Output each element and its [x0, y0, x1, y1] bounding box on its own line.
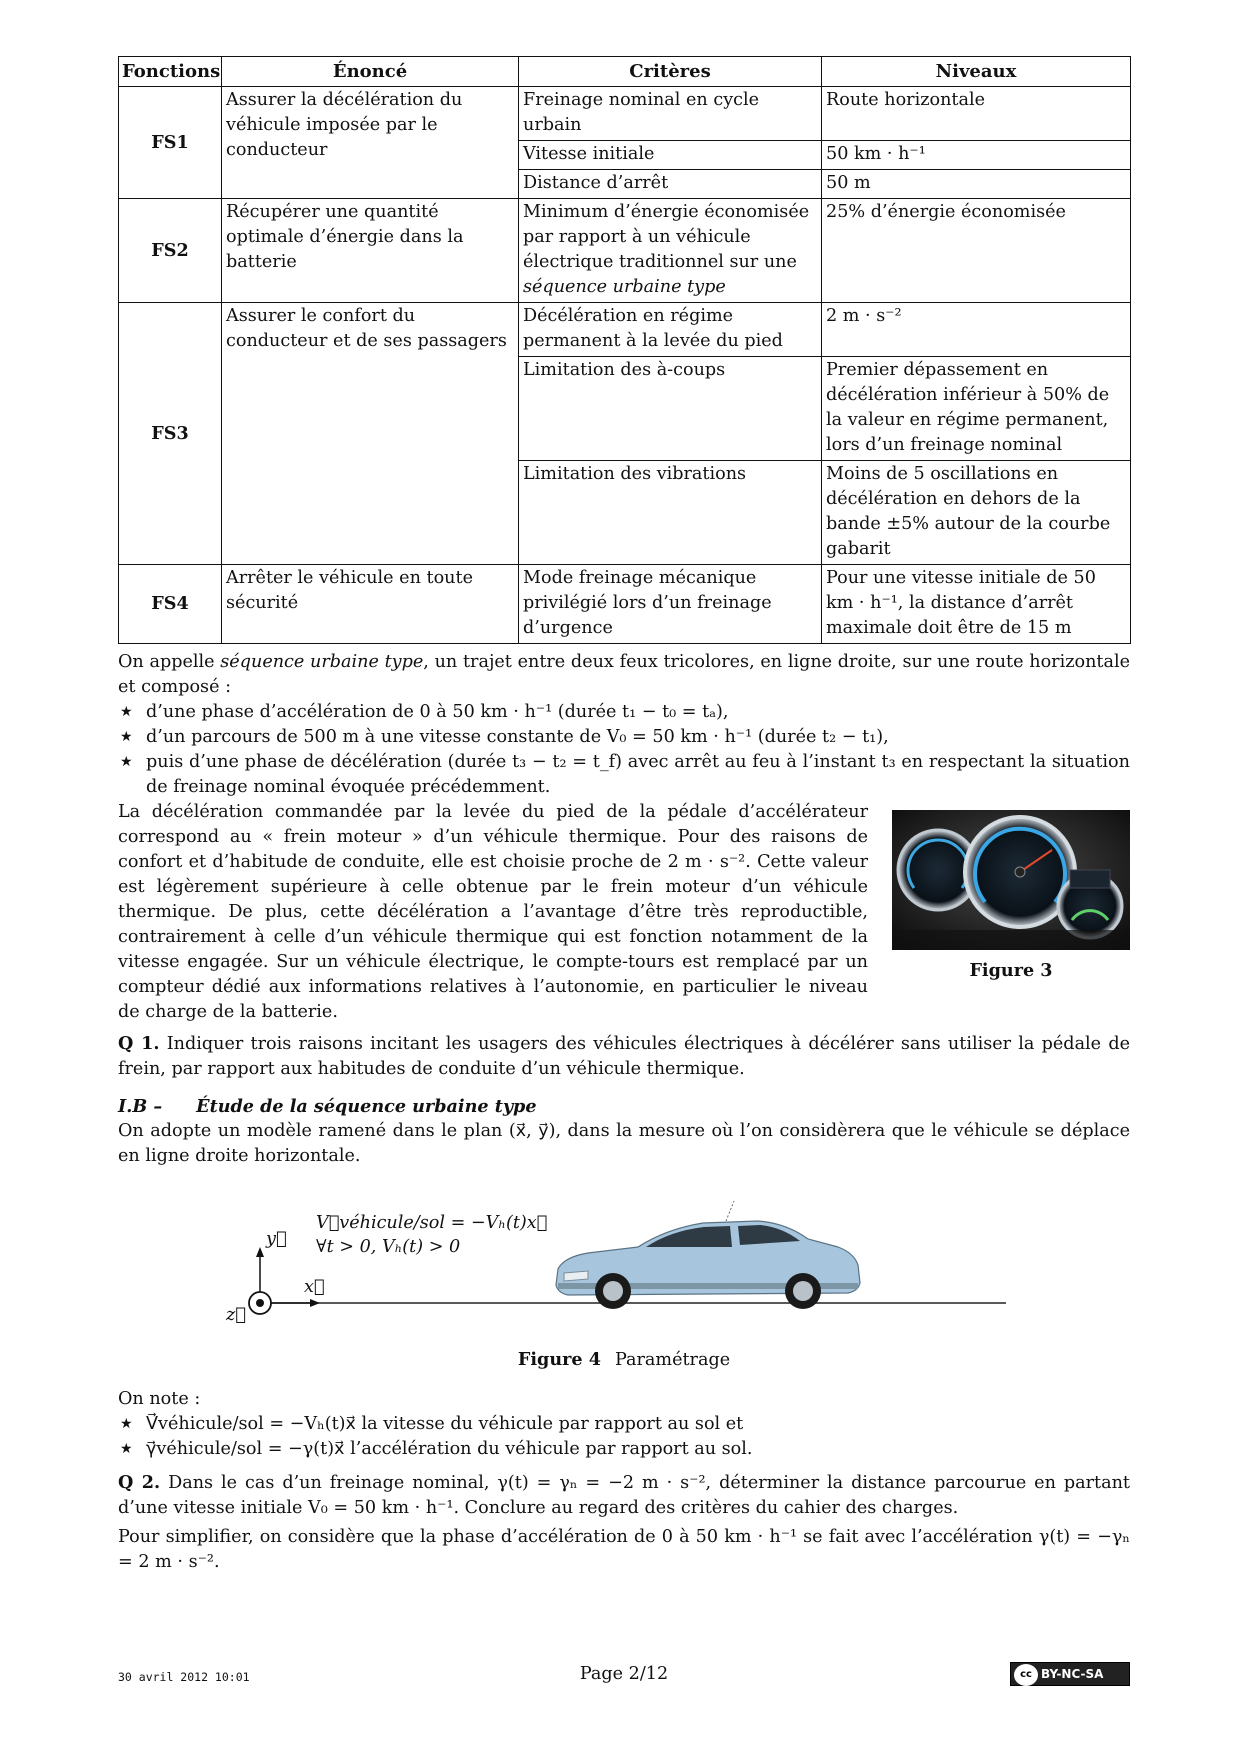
critere-cell: Vitesse initiale	[519, 141, 822, 170]
intro-text-c: , un trajet entre deux feux tricolores, en ligne droite, sur une route horizontale et composé :	[118, 652, 1131, 697]
niveau-cell: 50 m	[822, 170, 1131, 199]
question-1	[118, 1031, 1130, 1082]
enonce-fs3: Assurer le confort du conducteur et de ses passagers	[222, 303, 519, 565]
question-text: Dans le cas d’un freinage nominal, γ(t) = γₙ = −2 m · s⁻², déterminer la distance parcourue en partant d’une vitesse initiale V₀ = 50 km · h⁻¹. Conclure au regard des critères du cahier des charges.	[118, 1473, 1130, 1518]
header-fonctions: Fonctions	[119, 57, 222, 87]
intro-text-a: On appelle	[118, 652, 215, 672]
section-number: I.B –	[118, 1096, 163, 1117]
table-row	[119, 565, 1131, 644]
header-niveaux: Niveaux	[822, 57, 1131, 87]
function-label-fs4: FS4	[119, 565, 222, 644]
niveau-cell: 25% d’énergie économisée	[822, 199, 1131, 303]
notation-list	[118, 1412, 1130, 1462]
critere-cell: Limitation des vibrations	[519, 461, 822, 565]
function-label-fs3: FS3	[119, 303, 222, 565]
footer-date: 30 avril 2012 10:01	[118, 1670, 250, 1684]
question-label: Q 2.	[118, 1472, 161, 1493]
header-enonce: Énoncé	[222, 57, 519, 87]
figure-4-title: Paramétrage	[614, 1350, 731, 1370]
header-criteres: Critères	[519, 57, 822, 87]
niveau-cell: Premier dépassement en décélération inférieur à 50% de la valeur en régime permanent, lors d’un freinage nominal	[822, 357, 1131, 461]
table-header-row	[119, 57, 1131, 87]
enonce-fs4: Arrêter le véhicule en toute sécurité	[222, 565, 519, 644]
function-label-fs1: FS1	[119, 87, 222, 199]
niveau-cell: Route horizontale	[822, 87, 1131, 141]
critere-cell: Limitation des à-coups	[519, 357, 822, 461]
section-heading	[118, 1094, 1130, 1119]
star-bullet-icon: ★	[120, 1416, 133, 1432]
critere-text: Minimum d’énergie économisée par rapport à un véhicule électrique traditionnel sur une	[523, 202, 810, 272]
question-text: Indiquer trois raisons incitant les usagers des véhicules électriques à décélérer sans utiliser la pédale de frein, par rapport aux habitudes de conduite d’un véhicule thermique.	[118, 1034, 1130, 1079]
figure-3	[892, 810, 1130, 983]
section-title: Étude de la séquence urbaine type	[196, 1096, 537, 1117]
critere-cell	[519, 199, 822, 303]
list-item	[118, 700, 1130, 725]
list-item-text: puis d’une phase de décélération (durée t₃ − t₂ = t_f) avec arrêt au feu à l’instant t₃ en respectant la situation de freinage nominal évoquée précédemment.	[146, 752, 1130, 797]
list-item	[118, 725, 1130, 750]
y-axis-label: y⃗	[266, 1229, 287, 1249]
list-item	[118, 750, 1130, 800]
velocity-equation: V⃗véhicule/sol = −Vₕ(t)x⃗	[316, 1213, 548, 1233]
star-bullet-icon: ★	[120, 754, 133, 770]
intro-emphasis: séquence urbaine type	[220, 652, 424, 672]
simplify-paragraph: Pour simplifier, on considère que la phase d’accélération de 0 à 50 km · h⁻¹ se fait avec l’accélération γ(t) = −γₙ = 2 m · s⁻².	[118, 1527, 1130, 1572]
dashboard-gauges-image	[892, 810, 1130, 950]
list-item-text: d’une phase d’accélération de 0 à 50 km · h⁻¹ (durée t₁ − t₀ = tₐ),	[146, 702, 729, 722]
enonce-fs1: Assurer la décélération du véhicule imposée par le conducteur	[222, 87, 519, 199]
z-axis-dot-icon	[256, 1299, 264, 1307]
enonce-fs2: Récupérer une quantité optimale d’énergie dans la batterie	[222, 199, 519, 303]
figure-4	[118, 1187, 1130, 1337]
niveau-cell: 50 km · h⁻¹	[822, 141, 1131, 170]
critere-cell: Mode freinage mécanique privilégié lors d’un freinage d’urgence	[519, 565, 822, 644]
page-footer	[118, 1662, 1130, 1690]
z-axis-label: z⃗	[226, 1305, 246, 1325]
list-item-text: γ⃗véhicule/sol = −γ(t)x⃗ l’accélération du véhicule par rapport au sol.	[146, 1439, 753, 1459]
specification-table	[118, 56, 1131, 644]
list-item	[118, 1412, 1130, 1437]
star-bullet-icon: ★	[120, 1441, 133, 1457]
critere-cell: Freinage nominal en cycle urbain	[519, 87, 822, 141]
figure-3-caption: Figure 3	[969, 960, 1053, 981]
table-row	[119, 303, 1131, 357]
table-row	[119, 87, 1131, 141]
y-axis-arrow-icon	[256, 1247, 264, 1257]
car-illustration	[556, 1201, 860, 1309]
model-paragraph: On adopte un modèle ramené dans le plan (x⃗, y⃗), dans la mesure où l’on considèrera que le véhicule se déplace en ligne droite horizontale.	[118, 1121, 1130, 1166]
critere-cell: Distance d’arrêt	[519, 170, 822, 199]
star-bullet-icon: ★	[120, 729, 133, 745]
license-text: BY-NC-SA	[1041, 1667, 1104, 1681]
table-row	[119, 199, 1131, 303]
velocity-condition: ∀t > 0, Vₕ(t) > 0	[316, 1237, 461, 1257]
on-note-line: On note :	[118, 1389, 201, 1409]
niveau-cell: Pour une vitesse initiale de 50 km · h⁻¹, la distance d’arrêt maximale doit être de 15 m	[822, 565, 1131, 644]
parametrage-diagram	[118, 1187, 1130, 1337]
critere-cell: Décélération en régime permanent à la levée du pied	[519, 303, 822, 357]
niveau-cell: Moins de 5 oscillations en décélération en dehors de la bande ±5% autour de la courbe gabarit	[822, 461, 1131, 565]
star-bullet-icon: ★	[120, 704, 133, 720]
critere-emphasis: séquence urbaine type	[523, 277, 726, 297]
question-2	[118, 1470, 1130, 1521]
sequence-list	[118, 700, 1130, 800]
x-axis-label: x⃗	[304, 1277, 325, 1297]
figure-4-label: Figure 4	[517, 1349, 601, 1370]
list-item	[118, 1437, 1130, 1462]
page-number: Page 2/12	[579, 1664, 669, 1684]
x-axis-arrow-icon	[310, 1299, 320, 1307]
license-badge[interactable]	[1010, 1662, 1130, 1686]
figure-4-caption	[118, 1347, 1130, 1373]
list-item-text: V⃗véhicule/sol = −Vₕ(t)x⃗ la vitesse du véhicule par rapport au sol et	[146, 1414, 744, 1434]
creative-commons-icon: cc	[1014, 1664, 1038, 1686]
intro-paragraph	[118, 650, 1130, 700]
deceleration-paragraph: La décélération commandée par la levée du pied de la pédale d’accélérateur correspond au « frein moteur » d’un véhicule thermique. Pour des raisons de confort et d’habitude de conduite, elle est choisie proche de 2 m · s⁻². Cette valeur est légèrement supérieure à celle obtenue par le frein moteur d’un véhicule thermique. De plus, cette décélération a l’avantage d’être très reproductible, contrairement à celle d’un véhicule thermique qui est fonction notamment de la vitesse engagée. Sur un véhicule électrique, le compte-tours est remplacé par un compteur dédié aux informations relatives à l’autonomie, en particulier le niveau de charge de la batterie.	[118, 802, 868, 1022]
function-label-fs2: FS2	[119, 199, 222, 303]
question-label: Q 1.	[118, 1033, 160, 1054]
page-content	[118, 56, 1130, 1575]
niveau-cell: 2 m · s⁻²	[822, 303, 1131, 357]
list-item-text: d’un parcours de 500 m à une vitesse constante de V₀ = 50 km · h⁻¹ (durée t₂ − t₁),	[146, 727, 889, 747]
